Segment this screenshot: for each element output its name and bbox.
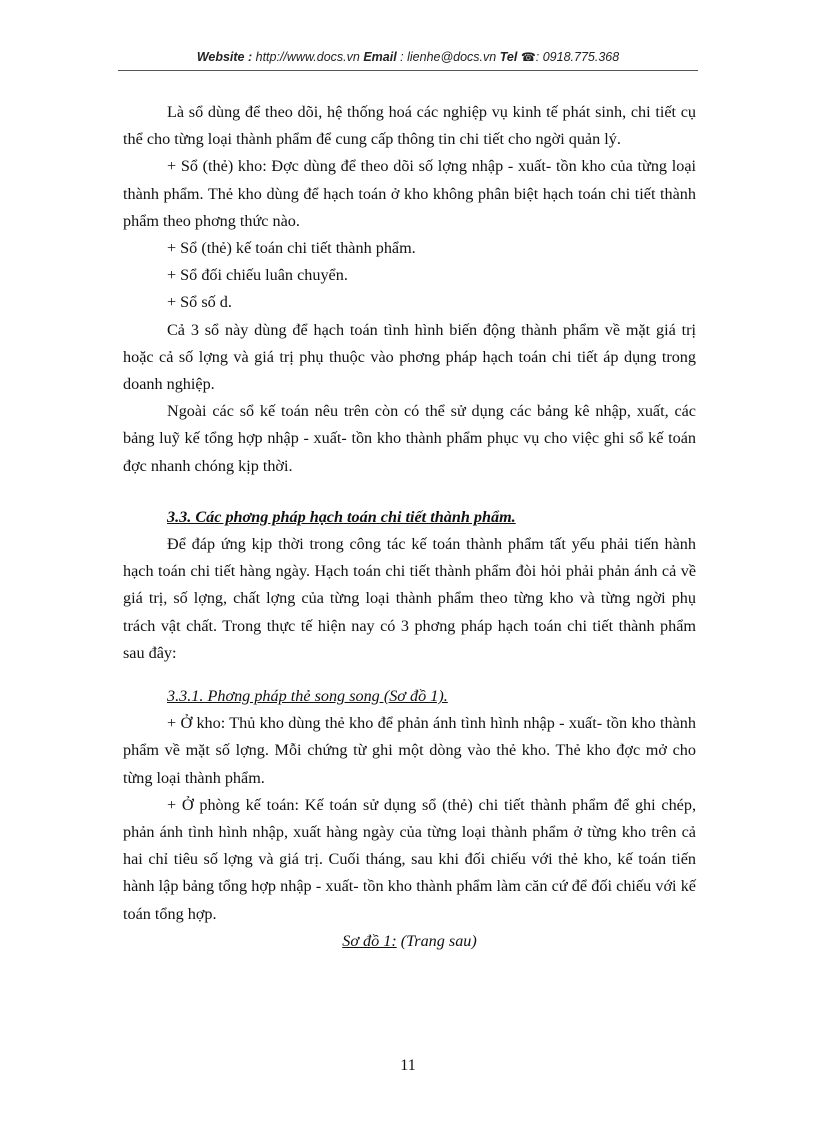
paragraph-detail-ledger: + Sổ (thẻ) kế toán chi tiết thành phẩm.: [167, 239, 416, 258]
paragraph-at-warehouse: + Ở kho: Thủ kho dùng thẻ kho để phản ánh tình hình nhập - xuất- tồn kho thành phẩm về mặt số lợng. Mỗi chứng từ ghi một dòng vào thẻ kho. Thẻ kho đợc mở cho từng loại thành phẩm.: [123, 714, 696, 787]
tel-number: : 0918.775.368: [535, 50, 620, 64]
diagram-label: Sơ đồ 1:: [342, 931, 397, 950]
paragraph-at-accounting-dept: + Ở phòng kế toán: Kế toán sử dụng sổ (thẻ) chi tiết thành phẩm để ghi chép, phản ánh tình hình nhập, xuất hàng ngày của từng loại thành phẩm ở từng kho trên cả hai chỉ tiêu số lợng và giá trị. Cuối tháng, sau khi đối chiếu với thẻ kho, kế toán tiến hành lập bảng tổng hợp nhập - xuất- tồn kho thành phẩm làm căn cứ để đối chiếu với kế toán tổng hợp.: [123, 795, 696, 923]
diagram-note: (Trang sau): [396, 931, 477, 950]
phone-icon: ☎: [520, 50, 536, 64]
paragraph-three-ledgers: Cả 3 sổ này dùng để hạch toán tình hình biến động thành phẩm về mặt giá trị hoặc cả số lợng và giá trị phụ thuộc vào phơng pháp hạch toán chi tiết áp dụng trong doanh nghiệp.: [123, 320, 696, 394]
section-spacer: [123, 480, 696, 504]
header-divider: [118, 70, 698, 71]
paragraph-ledger-description: Là sổ dùng để theo dõi, hệ thống hoá các nghiệp vụ kinh tế phát sinh, chi tiết cụ thể cho từng loại thành phẩm để cung cấp thông tin chi tiết cho ngời quản lý.: [123, 103, 696, 149]
paragraph-detail-methods-intro: Để đáp ứng kịp thời trong công tác kế toán thành phẩm tất yếu phải tiến hành hạch toán chi tiết hàng ngày. Hạch toán chi tiết thành phẩm đòi hỏi phải phản ánh cả về giá trị, số lợng, chất lợng của từng loại thành phẩm theo từng kho và từng ngời phụ trách vật chất. Trong thực tế hiện nay có 3 phơng pháp hạch toán chi tiết thành phẩm sau đây:: [123, 535, 696, 662]
subsection-spacer: [123, 667, 696, 683]
email-address[interactable]: : lienhe@docs.vn: [396, 50, 500, 64]
page-header: [118, 50, 698, 64]
diagram-reference: [123, 928, 696, 955]
email-label: Email: [363, 50, 397, 64]
document-body: [123, 99, 696, 955]
page-number: 11: [400, 1057, 416, 1074]
paragraph-other-ledgers: Ngoài các sổ kế toán nêu trên còn có thể sử dụng các bảng kê nhập, xuất, các bảng luỹ kế tổng hợp nhập - xuất- tồn kho thành phẩm phục vụ cho việc ghi sổ kế toán đợc nhanh chóng kịp thời.: [123, 402, 696, 475]
subsection-heading-3-3-1: 3.3.1. Phơng pháp thẻ song song (Sơ đồ 1).: [167, 687, 448, 706]
paragraph-stock-card: + Sổ (thẻ) kho: Đợc dùng để theo dõi số lợng nhập - xuất- tồn kho của từng loại thành phẩm. Thẻ kho dùng để hạch toán ở kho không phân biệt hạch toán chi tiết thành phẩm theo phơng thức nào.: [123, 157, 696, 230]
section-heading-3-3: 3.3. Các phơng pháp hạch toán chi tiết thành phẩm.: [167, 507, 516, 526]
website-url[interactable]: http://www.docs.vn: [252, 50, 364, 64]
tel-label: Tel: [499, 50, 518, 64]
website-label: Website :: [196, 50, 253, 64]
paragraph-balance-ledger: + Sổ số d.: [167, 293, 232, 312]
paragraph-reconciliation-ledger: + Sổ đối chiếu luân chuyển.: [167, 266, 348, 285]
